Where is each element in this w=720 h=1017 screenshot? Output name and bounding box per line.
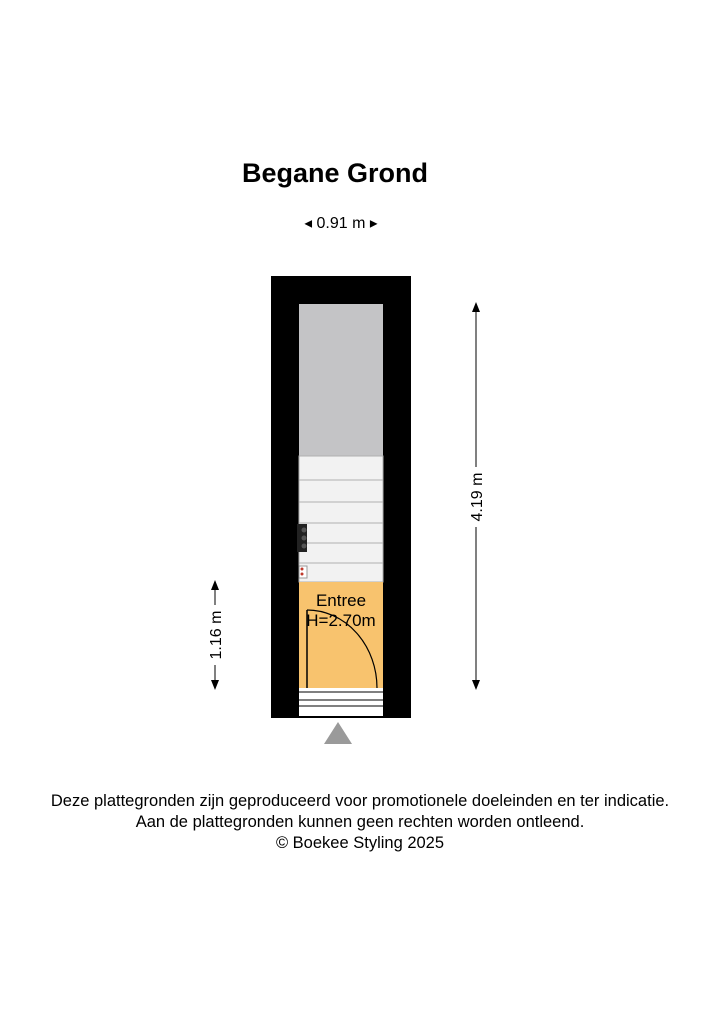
meter-icon: [297, 524, 307, 552]
staircase: [299, 456, 383, 582]
stair-step: [299, 523, 383, 543]
stair-step: [299, 480, 383, 502]
floor-title: Begane Grond: [241, 158, 429, 188]
room-label: [299, 591, 383, 631]
room-height: H=2.70m: [306, 611, 376, 630]
stair-step: [299, 502, 383, 523]
stair-step: [299, 543, 383, 563]
copyright: © Boekee Styling 2025: [275, 834, 445, 852]
socket-icon: [299, 566, 307, 578]
disclaimer-line-1: Deze plattegronden zijn geproduceerd voor promotionele doeleinden en ter indicatie.: [50, 792, 670, 810]
width-dimension-label: 0.91 m: [316, 215, 366, 232]
disclaimer-line-2: Aan de plattegronden kunnen geen rechten worden ontleend.: [135, 813, 585, 831]
stair-landing: [299, 304, 383, 456]
stair-step: [299, 456, 383, 480]
disclaimer: [0, 791, 720, 854]
arrow-left-icon: ◀: [304, 218, 313, 230]
entrance-marker-icon: [324, 722, 352, 744]
entrance-dimension-label: 1.16 m: [208, 605, 226, 665]
arrow-right-icon: ▶: [369, 218, 378, 230]
length-dimension-label: 4.19 m: [469, 467, 487, 527]
stair-step: [299, 563, 383, 582]
room-name: Entree: [315, 591, 367, 610]
